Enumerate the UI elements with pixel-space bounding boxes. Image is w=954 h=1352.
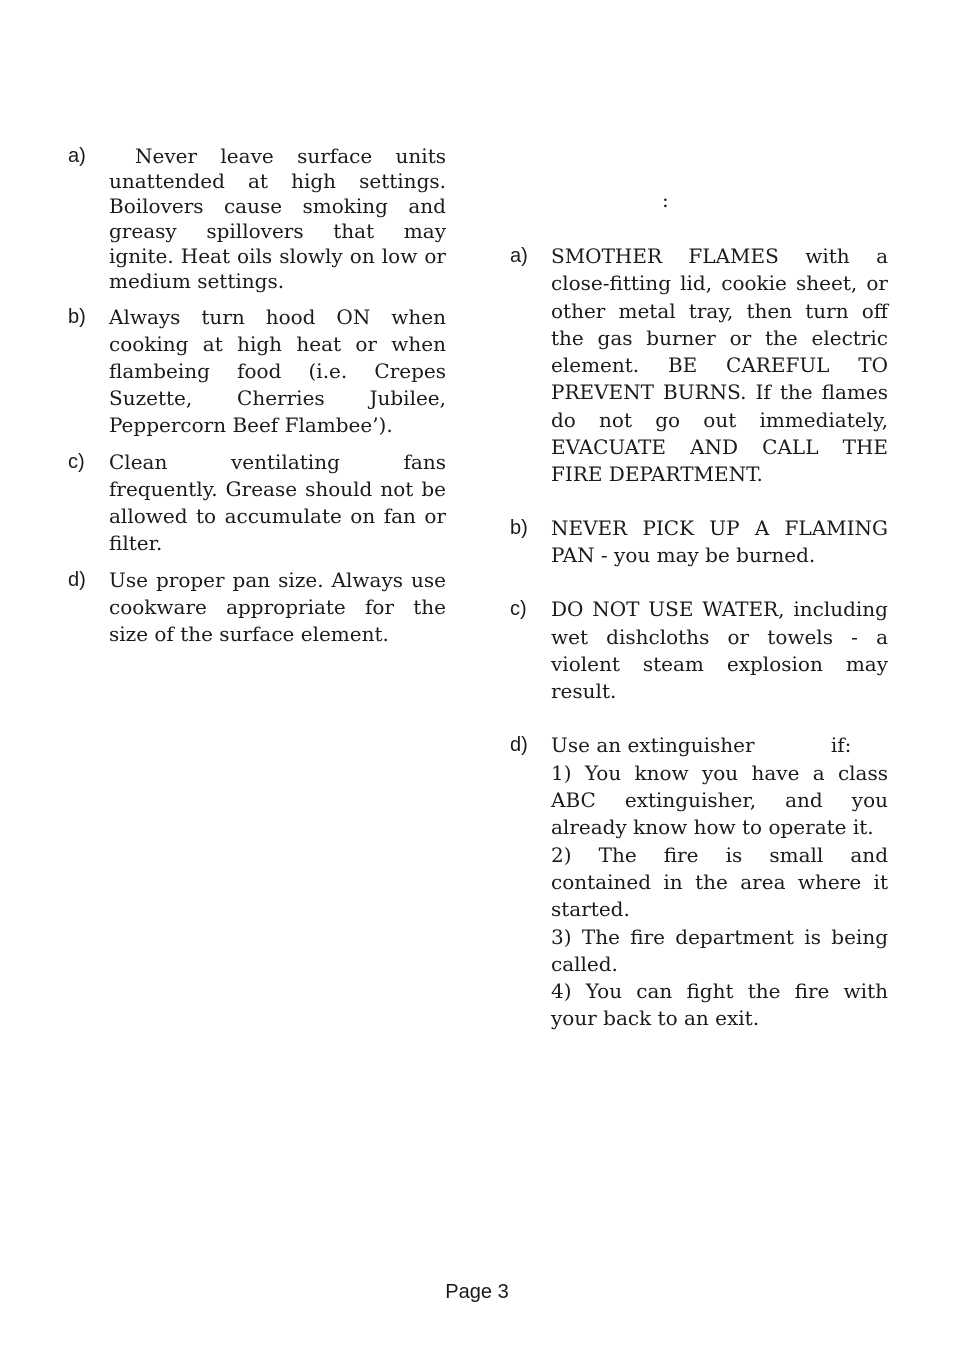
item-marker: b) [510,516,528,539]
left-column [68,144,446,658]
item-marker: a) [68,145,86,167]
sub-item: 4) You can fight the fire with your back to an exit. [551,979,888,1031]
list-item [68,449,446,557]
item-text: Use an extinguisher if: [551,733,852,758]
item-marker: b) [68,306,86,328]
list-item [510,732,888,1032]
item-marker: d) [68,569,86,591]
item-marker: c) [68,451,85,473]
sub-item: 2) The fire is small and contained in the area where it started. [551,842,888,922]
list-item [68,144,446,294]
item-text: NEVER PICK UP A FLAMING PAN - you may be burned. [551,515,888,567]
list-item [510,515,888,570]
sub-item: 1) You know you have a class ABC extinguisher, and you already know how to operate it. [551,760,888,840]
sub-item: 3) The fire department is being called. [551,924,888,976]
list-item [510,596,888,705]
item-text: Clean ventilating fans frequently. Grease should not be allowed to accumulate on fan or filter. [109,450,446,555]
item-marker: c) [510,598,527,621]
item-marker: d) [510,734,528,757]
list-item [510,243,888,489]
item-text: SMOTHER FLAMES with a close-fitting lid, cookie sheet, or other metal tray, then turn off the gas burner or the electric element. BE CAREFUL TO PREVENT BURNS. If the flames do not go out immediately, EVACUATE AND CALL THE FIRE DEPARTMENT. [551,244,888,487]
list-item [68,567,446,648]
item-text: Always turn hood ON when cooking at high heat or when flambeing food (i.e. Crepes Suzette, Cherries Jubilee, Peppercorn Beef Flambee’). [109,305,446,437]
heading-colon: : [662,188,669,212]
item-text: Use proper pan size. Always use cookware appropriate for the size of the surface element. [109,568,446,646]
list-item [68,304,446,439]
item-text: Never leave surface units unattended at high settings. Boilovers cause smoking and greasy spillovers that may ignite. Heat oils slowly on low or medium settings. [109,144,446,293]
right-column [510,243,888,1033]
item-text: DO NOT USE WATER, including wet dishcloths or towels - a violent steam explosion may result. [551,597,888,704]
page-number: Page 3 [445,1281,509,1303]
item-marker: a) [510,245,528,267]
